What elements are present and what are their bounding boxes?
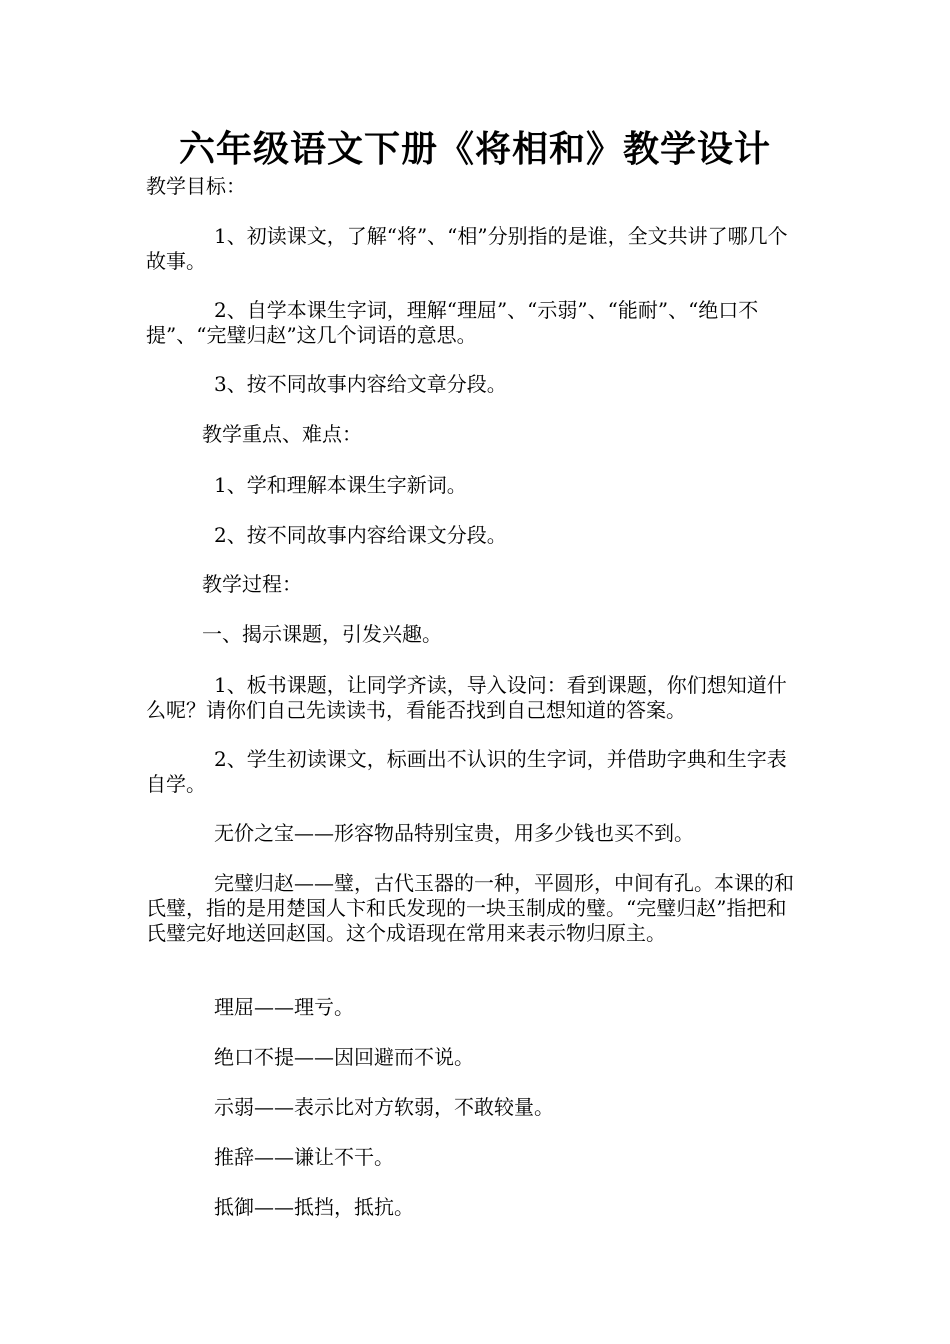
objective-3: 3、按不同故事内容给文章分段。 [214,372,507,396]
process-step-1-item-1: 1、板书课题，让同学齐读，导入设问：看到课题，你们想知道什么呢？请你们自己先读读书，看能否找到自己想知道的答案。 [146,673,787,722]
process-step-1-item-2: 2、学生初读课文，标画出不认识的生字词，并借助字典和生字表自学。 [146,747,787,796]
section-heading-objectives: 教学目标： [146,174,246,198]
key-point-1: 1、学和理解本课生字新词。 [214,473,467,497]
vocab-item-shiruo: 示弱——表示比对方软弱，不敢较量。 [214,1095,554,1119]
document-title: 六年级语文下册《将相和》教学设计 [178,129,771,170]
section-heading-key-points: 教学重点、难点： [202,422,362,446]
section-heading-process: 教学过程： [202,572,302,596]
key-point-2: 2、按不同故事内容给课文分段。 [214,523,507,547]
objective-2: 2、自学本课生字词，理解“理屈”、“示弱”、“能耐”、“绝口不提”、“完璧归赵”这几个词语的意思。 [146,298,759,347]
process-step-1-heading: 一、揭示课题，引发兴趣。 [202,622,442,646]
vocab-item-juekoubuti: 绝口不提——因回避而不说。 [214,1045,474,1069]
vocab-item-diyu: 抵御——抵挡，抵抗。 [214,1195,414,1219]
objective-1: 1、初读课文，了解“将”、“相”分别指的是谁，全文共讲了哪几个故事。 [146,224,788,273]
vocab-item-tuici: 推辞——谦让不干。 [214,1145,394,1169]
vocab-item-liqu: 理屈——理亏。 [214,995,354,1019]
vocab-item-wanbiguizhao: 完璧归赵——璧，古代玉器的一种，平圆形，中间有孔。本课的和氏璧，指的是用楚国人卞和氏发现的一块玉制成的璧。“完璧归赵”指把和氏璧完好地送回赵国。这个成语现在常用来表示物归原主。 [146,871,794,945]
vocab-item-wujiazhibao: 无价之宝——形容物品特别宝贵，用多少钱也买不到。 [214,821,694,845]
